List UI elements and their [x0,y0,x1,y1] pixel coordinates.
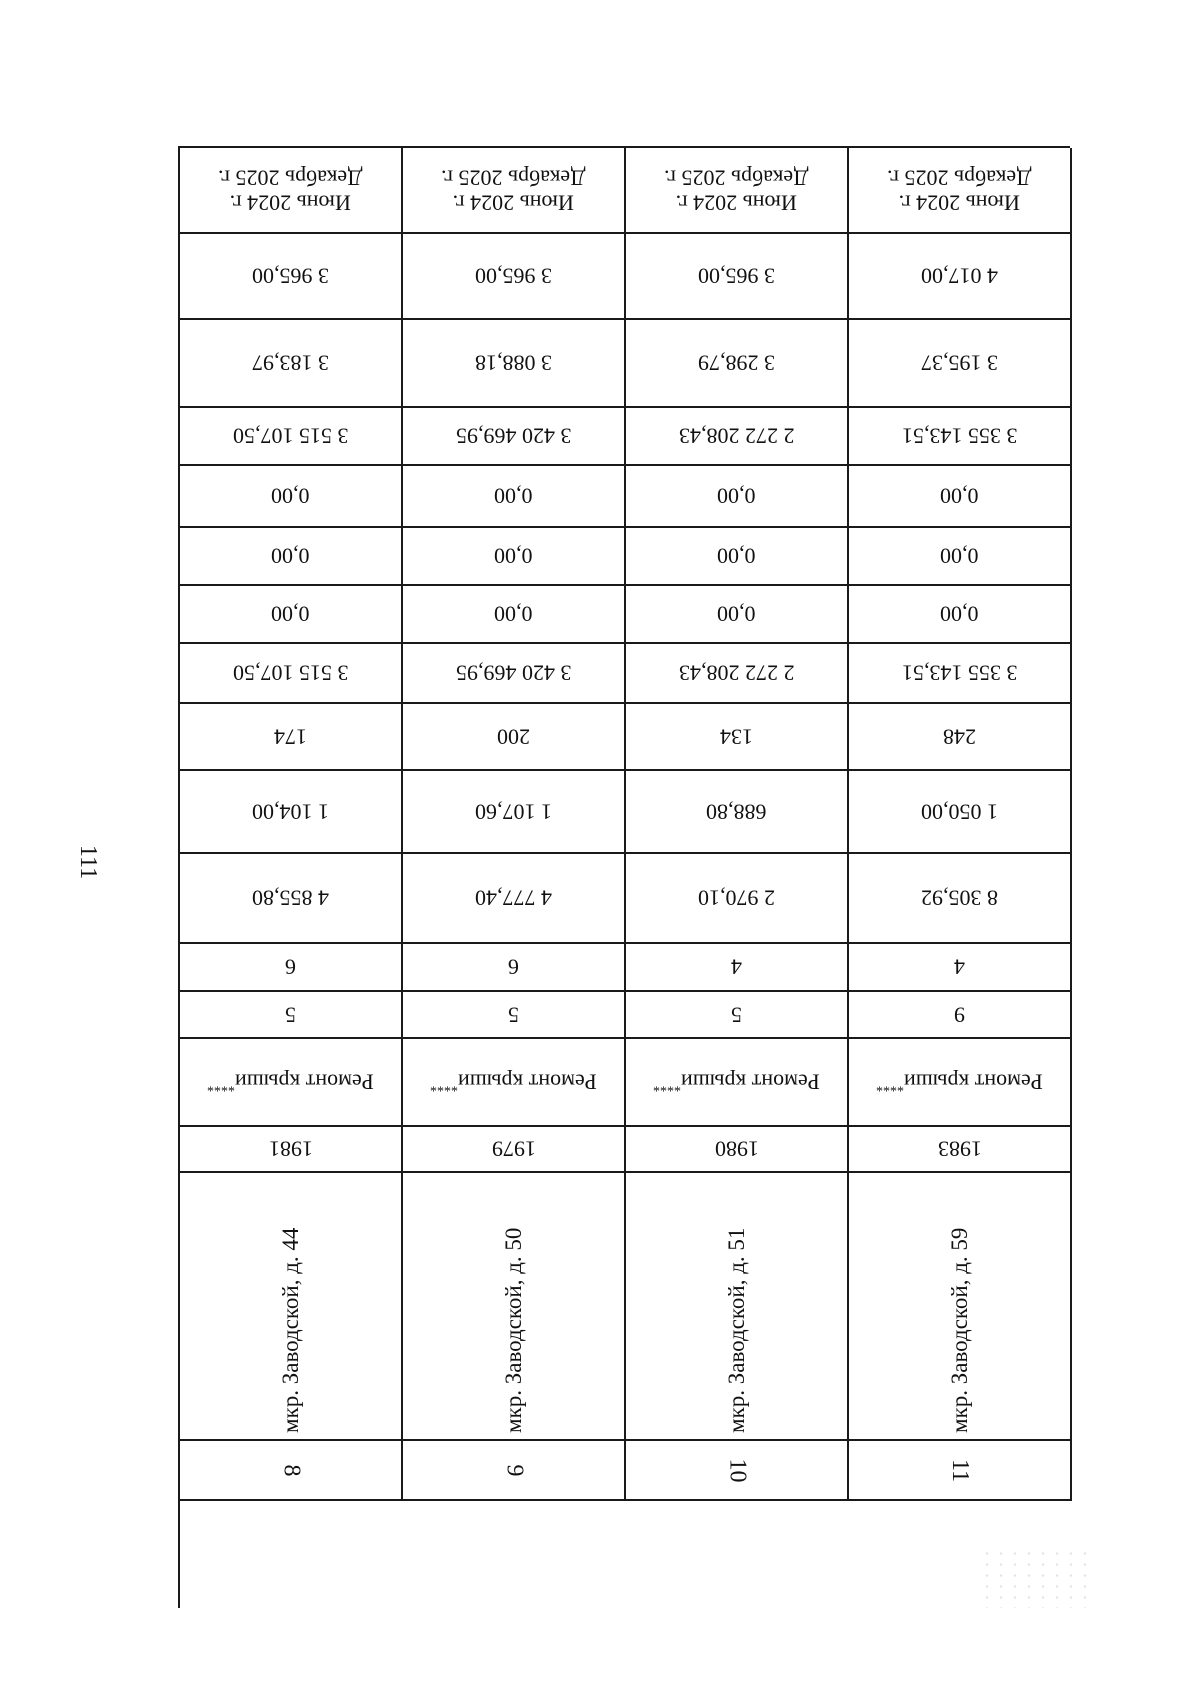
cell-total-cost [849,644,1072,704]
cell-row-index [403,1441,626,1501]
address: мкр. Заводской, д. 51 [723,1227,749,1433]
cell-fund-cost [403,586,626,644]
cell-residents [626,704,849,771]
period-end: Декабрь 2025 г. [218,165,363,190]
fund-cost: 0,00 [271,601,310,627]
total-cost: 3 355 143,51 [901,660,1018,686]
total-cost-2: 3 420 469,95 [455,423,572,449]
scan-noise [980,1548,1090,1608]
area: 4 855,80 [252,885,329,911]
budget-cost: 0,00 [494,543,533,569]
unit-cost: 3 183,97 [252,350,329,376]
limit-cost: 3 965,00 [698,263,775,289]
entrances: 4 [731,954,742,980]
cell-work-type [626,1039,849,1127]
footnote-mark: **** [430,1078,459,1094]
cell-budget-cost [180,528,403,586]
year: 1981 [268,1136,313,1162]
owners-cost: 0,00 [717,483,756,509]
row-index: 11 [946,1458,973,1482]
period-text [218,165,362,216]
cell-period [626,148,849,234]
cell-total-cost [180,644,403,704]
owners-cost: 0,00 [271,483,310,509]
cell-residents [849,704,1072,771]
residents: 200 [497,724,530,750]
fund-cost: 0,00 [494,601,533,627]
footnote-mark: **** [876,1078,905,1094]
cell-floors [180,992,403,1039]
period-start: Июнь 2024 г. [229,190,352,216]
cell-fund-cost [849,586,1072,644]
row-index: 9 [501,1464,527,1476]
work-type: Ремонт крыши [458,1069,597,1095]
cell-owners-cost [626,466,849,528]
cell-residents [403,704,626,771]
period-end: Декабрь 2025 г. [887,165,1032,190]
cell-total-cost-2 [180,408,403,466]
cell-year [403,1127,626,1173]
address: мкр. Заводской, д. 50 [500,1227,526,1433]
row-index: 8 [278,1464,304,1476]
cell-row-index [849,1441,1072,1501]
total-cost: 2 272 208,43 [678,660,795,686]
total-cost: 3 420 469,95 [455,660,572,686]
cell-year [849,1127,1072,1173]
footnote-mark: **** [653,1078,682,1094]
cell-floors [626,992,849,1039]
cell-total-cost-2 [626,408,849,466]
period-text [664,165,808,216]
period-start: Июнь 2024 г. [675,190,798,216]
cell-total-cost-2 [403,408,626,466]
cell-address [403,1173,626,1441]
entrances: 6 [508,954,519,980]
cell-budget-cost [849,528,1072,586]
cell-row-index [626,1441,849,1501]
cell-period [849,148,1072,234]
work-type-text [876,1069,1043,1094]
cell-work-type [403,1039,626,1127]
unit-cost: 3 195,37 [921,350,998,376]
floors: 5 [508,1002,519,1028]
period-text [441,165,585,216]
cell-unit-cost [403,320,626,408]
total-cost-2: 2 272 208,43 [678,423,795,449]
cell-period [403,148,626,234]
work-type-text [430,1069,597,1094]
owners-cost: 0,00 [494,483,533,509]
work-type: Ремонт крыши [904,1069,1043,1095]
cell-area [849,854,1072,944]
work-type-text [653,1069,820,1094]
repair-schedule-table [178,146,1070,1608]
cell-budget-cost [626,528,849,586]
owners-cost: 0,00 [940,483,979,509]
cell-limit-cost [626,234,849,320]
cell-owners-cost [849,466,1072,528]
fund-cost: 0,00 [717,601,756,627]
cell-work-type [180,1039,403,1127]
cell-fund-cost [180,586,403,644]
cell-roof-area [403,771,626,854]
cell-limit-cost [403,234,626,320]
cell-floors [849,992,1072,1039]
work-type: Ремонт крыши [681,1069,820,1095]
footnote-mark: **** [207,1078,236,1094]
entrances: 6 [285,954,296,980]
cell-floors [403,992,626,1039]
year: 1983 [937,1136,982,1162]
roof-area: 1 104,00 [252,799,329,825]
floors: 5 [285,1002,296,1028]
area: 4 777,40 [475,885,552,911]
cell-total-cost [403,644,626,704]
cell-area [180,854,403,944]
address: мкр. Заводской, д. 44 [277,1227,303,1433]
floors: 9 [954,1002,965,1028]
total-cost: 3 515 107,50 [232,660,349,686]
address: мкр. Заводской, д. 59 [946,1227,972,1433]
limit-cost: 3 965,00 [252,263,329,289]
limit-cost: 3 965,00 [475,263,552,289]
cell-row-index [180,1441,403,1501]
period-end: Декабрь 2025 г. [441,165,586,190]
cell-entrances [626,944,849,992]
cell-limit-cost [849,234,1072,320]
year: 1979 [491,1136,536,1162]
roof-area: 688,80 [706,799,767,825]
cell-entrances [403,944,626,992]
unit-cost: 3 298,79 [698,350,775,376]
cell-residents [180,704,403,771]
budget-cost: 0,00 [940,543,979,569]
residents: 134 [720,724,753,750]
cell-total-cost-2 [849,408,1072,466]
cell-period [180,148,403,234]
budget-cost: 0,00 [271,543,310,569]
area: 2 970,10 [698,885,775,911]
cell-address [626,1173,849,1441]
cell-owners-cost [180,466,403,528]
residents: 174 [274,724,307,750]
fund-cost: 0,00 [940,601,979,627]
cell-owners-cost [403,466,626,528]
cell-area [626,854,849,944]
row-index: 10 [724,1458,750,1482]
table-grid [178,146,1070,1608]
year: 1980 [714,1136,759,1162]
cell-fund-cost [626,586,849,644]
page-number [68,832,108,892]
cell-work-type [849,1039,1072,1127]
cell-area [403,854,626,944]
area: 8 305,92 [921,885,998,911]
cell-total-cost [626,644,849,704]
roof-area: 1 107,60 [475,799,552,825]
cell-roof-area [849,771,1072,854]
cell-entrances [180,944,403,992]
period-end: Декабрь 2025 г. [664,165,809,190]
cell-roof-area [180,771,403,854]
cell-year [626,1127,849,1173]
entrances: 4 [954,954,965,980]
cell-year [180,1127,403,1173]
cell-budget-cost [403,528,626,586]
period-start: Июнь 2024 г. [898,190,1021,216]
cell-entrances [849,944,1072,992]
cell-limit-cost [180,234,403,320]
total-cost-2: 3 515 107,50 [232,423,349,449]
cell-unit-cost [180,320,403,408]
cell-unit-cost [849,320,1072,408]
roof-area: 1 050,00 [921,799,998,825]
limit-cost: 4 017,00 [921,263,998,289]
cell-roof-area [626,771,849,854]
unit-cost: 3 088,18 [475,350,552,376]
cell-unit-cost [626,320,849,408]
work-type-text [207,1069,374,1094]
floors: 5 [731,1002,742,1028]
budget-cost: 0,00 [717,543,756,569]
residents: 248 [943,724,976,750]
cell-address [849,1173,1072,1441]
total-cost-2: 3 355 143,51 [901,423,1018,449]
period-text [887,165,1031,216]
work-type: Ремонт крыши [235,1069,374,1095]
page-number-text: 111 [75,844,102,880]
period-start: Июнь 2024 г. [452,190,575,216]
cell-address [180,1173,403,1441]
